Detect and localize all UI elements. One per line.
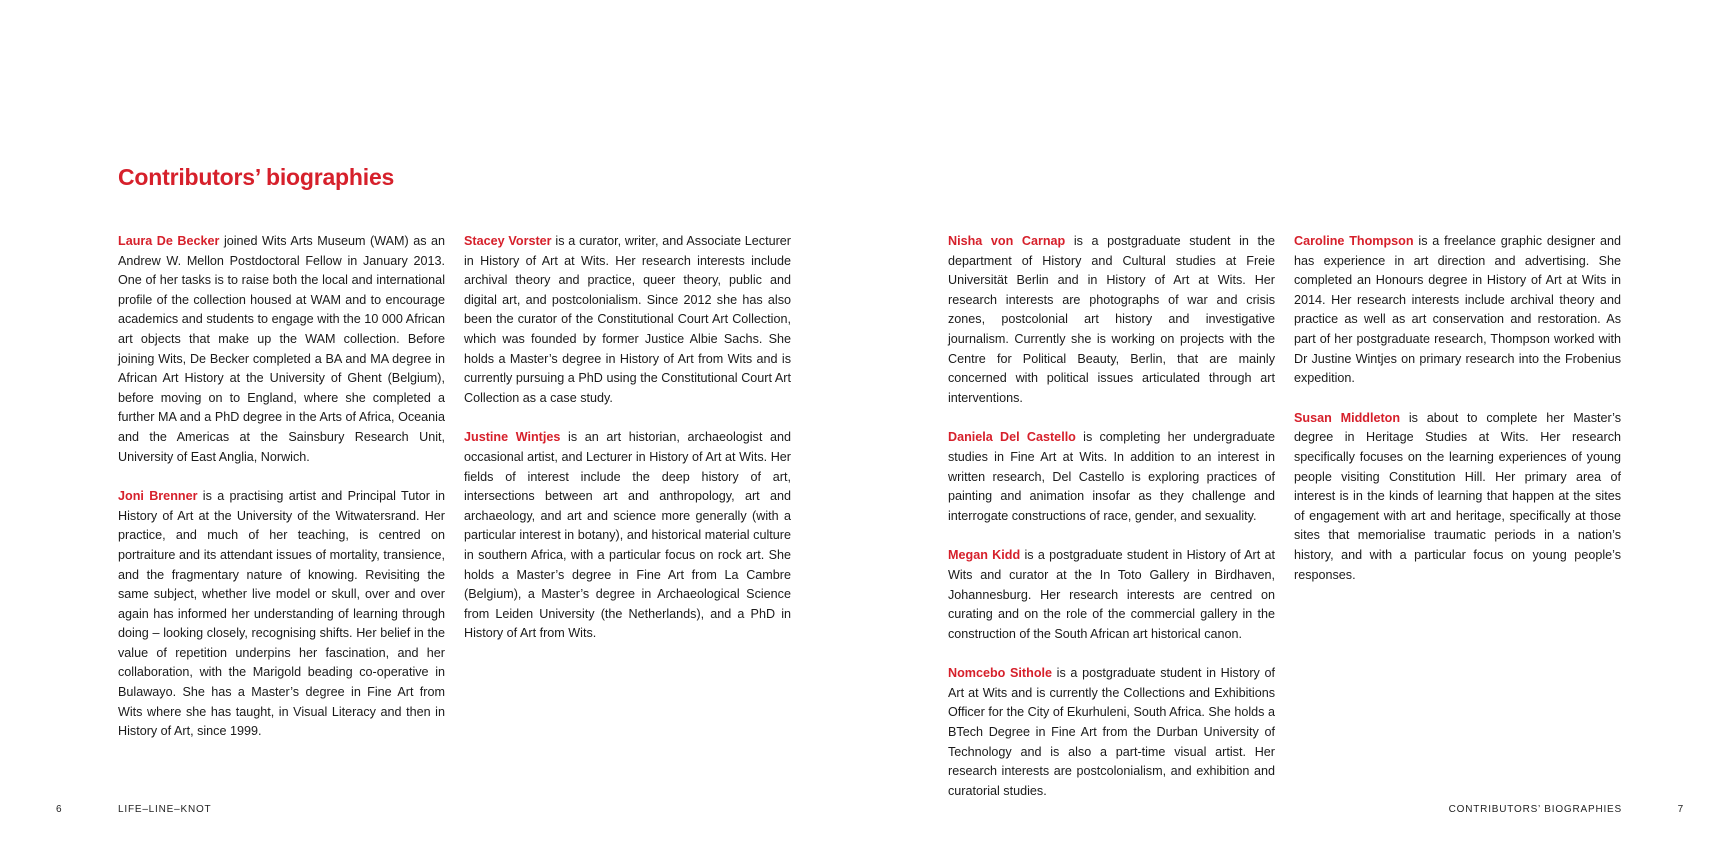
left-page-number: 6: [56, 804, 63, 815]
bio-column-2: [464, 232, 791, 664]
bio-entry: [118, 487, 445, 742]
contributor-name: Megan Kidd: [948, 548, 1021, 563]
bio-column-1: [118, 232, 445, 762]
bio-text: is a freelance graphic designer and has experience in art direction and advertising. She completed an Honours degree in History of Art at Wits in 2014. Her research interests include archival theory and practice as well as art conservation and restoration. As part of her postgraduate research, Thompson worked with Dr Justine Wintjes on primary research into the Frobenius expedition.: [1294, 234, 1622, 386]
bio-text: is a curator, writer, and Associate Lecturer in History of Art at Wits. Her research interests include archival theory and practice, queer theory, public and digital art, and postcolonialism. Since 2012 she has also been the curator of the Constitutional Court Art Collection, which was founded by former Justice Albie Sachs. She holds a Master’s degree in History of Art from Wits and is currently pursuing a PhD using the Constitutional Court Art Collection as a case study.: [464, 234, 792, 405]
bio-column-4: [1294, 232, 1621, 605]
left-running-head: LIFE–LINE–KNOT: [118, 804, 212, 815]
bio-entry: [1294, 232, 1621, 389]
right-page-number: 7: [1677, 804, 1684, 815]
bio-entry: [118, 232, 445, 467]
contributor-name: Stacey Vorster: [464, 234, 552, 248]
page-title: Contributors’ biographies: [118, 164, 395, 190]
bio-entry: [948, 664, 1275, 801]
bio-entry: [464, 428, 791, 644]
contributor-name: Nomcebo Sithole: [948, 666, 1053, 681]
bio-text: is a practising artist and Principal Tutor in History of Art at the University of the Witwatersrand. Her practice, and much of her teaching, is centred on portraiture and its attendant issues of mortality, transience, and the fragmentary nature of knowing. Revisiting the same subject, whether live model or skull, over and over again has informed her understanding of learning through doing – looking closely, recognising shifts. Her belief in the value of repetition underpins her fascination, and her collaboration, with the Marigold beading co-operative in Bulawayo. She has a Master’s degree in Fine Art from Wits where she has taught, in Visual Literacy and then in History of Art, since 1999.: [118, 489, 446, 739]
right-running-head: CONTRIBUTORS’ BIOGRAPHIES: [1448, 804, 1622, 815]
bio-text: is completing her undergraduate studies in Fine Art at Wits. In addition to an interest in written research, Del Castello is exploring practices of painting and animation insofar as they challenge and interrogate constructions of race, gender, and sexuality.: [948, 430, 1276, 523]
bio-column-3: [948, 232, 1275, 821]
contributor-name: Joni Brenner: [118, 489, 198, 504]
contributor-name: Caroline Thompson: [1294, 234, 1414, 248]
bio-entry: [948, 546, 1275, 644]
bio-text: is an art historian, archaeologist and occasional artist, and Lecturer in History of Art at Wits. Her fields of interest include the deep history of art, intersections between art and anthropology, art and archaeology, and art and science more generally (with a particular interest in botany), and historical material culture in southern Africa, with a particular focus on rock art. She holds a Master’s degree in Fine Art from La Cambre (Belgium), a Master’s degree in Archaeological Science from Leiden University (the Netherlands), and a PhD in History of Art from Wits.: [464, 430, 791, 641]
contributor-name: Nisha von Carnap: [948, 234, 1066, 248]
bio-text: is a postgraduate student in History of Art at Wits and is currently the Collections and Exhibitions Officer for the City of Ekurhuleni, South Africa. She holds a BTech Degree in Fine Art from the Durban University of Technology and is also a part-time visual artist. Her research interests are postcolonialism, and exhibition and curatorial studies.: [948, 666, 1275, 798]
bio-text: is about to complete her Master’s degree in Heritage Studies at Wits. Her research specifically focuses on the learning experiences of young people visiting Constitution Hill. Her primary area of interest is in the kinds of learning that happen at the sites of engagement with art and heritage, specifically at those sites that memorialise traumatic periods in a nation’s history, and with a particular focus on young people’s responses.: [1294, 410, 1622, 582]
bio-entry: [464, 232, 791, 408]
bio-entry: [948, 428, 1275, 526]
contributor-name: Justine Wintjes: [464, 430, 561, 445]
contributor-name: Daniela Del Castello: [948, 430, 1076, 445]
contributor-name: Susan Middleton: [1294, 410, 1401, 425]
contributor-name: Laura De Becker: [118, 234, 220, 248]
bio-entry: [1294, 409, 1621, 585]
bio-text: joined Wits Arts Museum (WAM) as an Andrew W. Mellon Postdoctoral Fellow in January 2013. One of her tasks is to raise both the local and international profile of the collection housed at WAM and to encourage academics and students to engage with the 10 000 African art objects that make up the WAM collection. Before joining Wits, De Becker completed a BA and MA degree in African Art History at the University of Ghent (Belgium), before moving on to England, where she completed a further MA and a PhD degree in the Arts of Africa, Oceania and the Americas at the Sainsbury Research Unit, University of East Anglia, Norwich.: [118, 234, 446, 464]
bio-text: is a postgraduate student in History of Art at Wits and curator at the In Toto Gallery in Birdhaven, Johannesburg. Her research interests are centred on curating and on the role of the commercial gallery in the construction of the South African art historical canon.: [948, 548, 1275, 641]
bio-text: is a postgraduate student in the department of History and Cultural studies at Freie Universität Berlin and in History of Art at Wits. Her research interests are photographs of war and crisis zones, postcolonial art history and investigative journalism. Currently she is working on projects with the Centre for Political Beauty, Berlin, that are mainly concerned with political issues articulated through art interventions.: [948, 234, 1275, 405]
bio-entry: [948, 232, 1275, 408]
